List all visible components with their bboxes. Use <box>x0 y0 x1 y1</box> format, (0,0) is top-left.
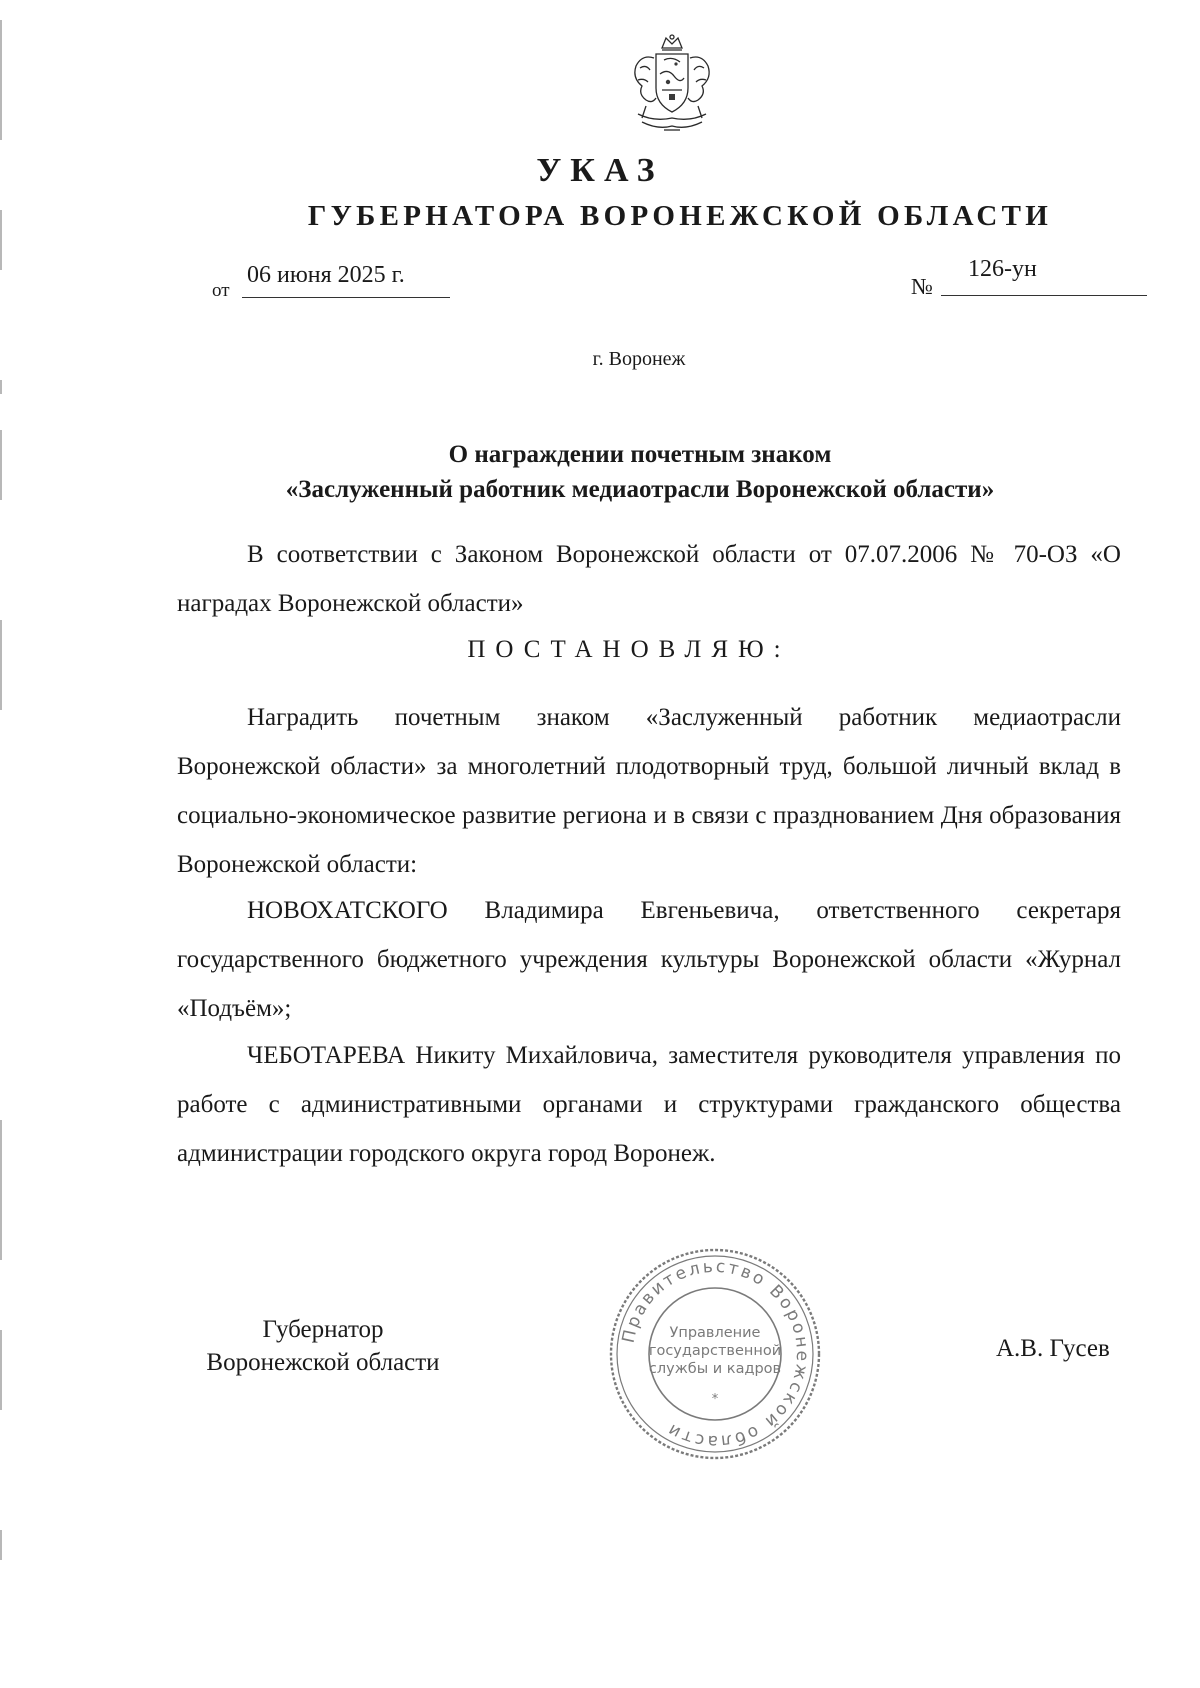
scan-edge-mark <box>0 1330 2 1410</box>
scan-edge-mark <box>0 430 2 500</box>
scan-edge-mark <box>0 620 2 710</box>
preamble-paragraph: В соответствии с Законом Воронежской области от 07.07.2006 № 70-ОЗ «О наградах Воронежской области» <box>177 541 1121 617</box>
scan-edge-mark <box>0 210 2 270</box>
document-date: 06 июня 2025 г. <box>247 262 405 288</box>
document-city: г. Воронеж <box>592 348 686 370</box>
svg-text:*: * <box>711 1392 719 1407</box>
stamp-center-line-3: службы и кадров <box>648 1361 782 1377</box>
document-issuer: ГУБЕРНАТОРА ВОРОНЕЖСКОЙ ОБЛАСТИ <box>307 200 1053 232</box>
awardee-paragraph: НОВОХАТСКОГО Владимира Евгеньевича, ответственного секретаря государственного бюджетного учреждения культуры Воронежской области «Журнал «Подъём»; <box>177 897 1121 1022</box>
award-paragraph: Наградить почетным знаком «Заслуженный работник медиаотрасли Воронежской области» за многолетний плодотворный труд, большой личный вклад в социально-экономическое развитие региона и в связи с празднованием Дня образования Воронежской области: <box>177 704 1121 878</box>
number-underline <box>941 295 1147 296</box>
scan-edge-mark <box>0 1120 2 1260</box>
resolve-heading: ПОСТАНОВЛЯЮ: <box>467 636 791 663</box>
document-subject <box>200 437 1080 507</box>
date-underline <box>242 297 450 298</box>
stamp-ring-text: Правительство Воронежской области <box>618 1256 813 1452</box>
scan-edge-mark <box>0 20 2 140</box>
number-prefix: № <box>911 274 933 299</box>
signatory-position <box>178 1313 468 1379</box>
signatory-name: А.В. Гусев <box>996 1335 1110 1362</box>
stamp-center-line-1: Управление <box>669 1325 761 1341</box>
subject-line-2: «Заслуженный работник медиаотрасли Воронежской области» <box>285 476 995 503</box>
position-line-2: Воронежской области <box>206 1349 440 1376</box>
stamp-center-line-2: государственной <box>648 1343 782 1359</box>
scan-edge-mark <box>0 1530 2 1560</box>
scan-edge-mark <box>0 380 2 394</box>
awardee-paragraph: ЧЕБОТАРЕВА Никиту Михайловича, заместителя руководителя управления по работе с административными органами и структурами гражданского общества администрации городского округа город Воронеж. <box>177 1042 1121 1167</box>
document-title: УКАЗ <box>536 152 664 189</box>
position-line-1: Губернатор <box>262 1316 384 1343</box>
document-number: 126-ун <box>968 256 1037 282</box>
official-stamp <box>602 1241 828 1467</box>
date-prefix: от <box>212 280 230 301</box>
coat-of-arms-icon <box>624 34 720 136</box>
subject-line-1: О награждении почетным знаком <box>448 441 832 468</box>
